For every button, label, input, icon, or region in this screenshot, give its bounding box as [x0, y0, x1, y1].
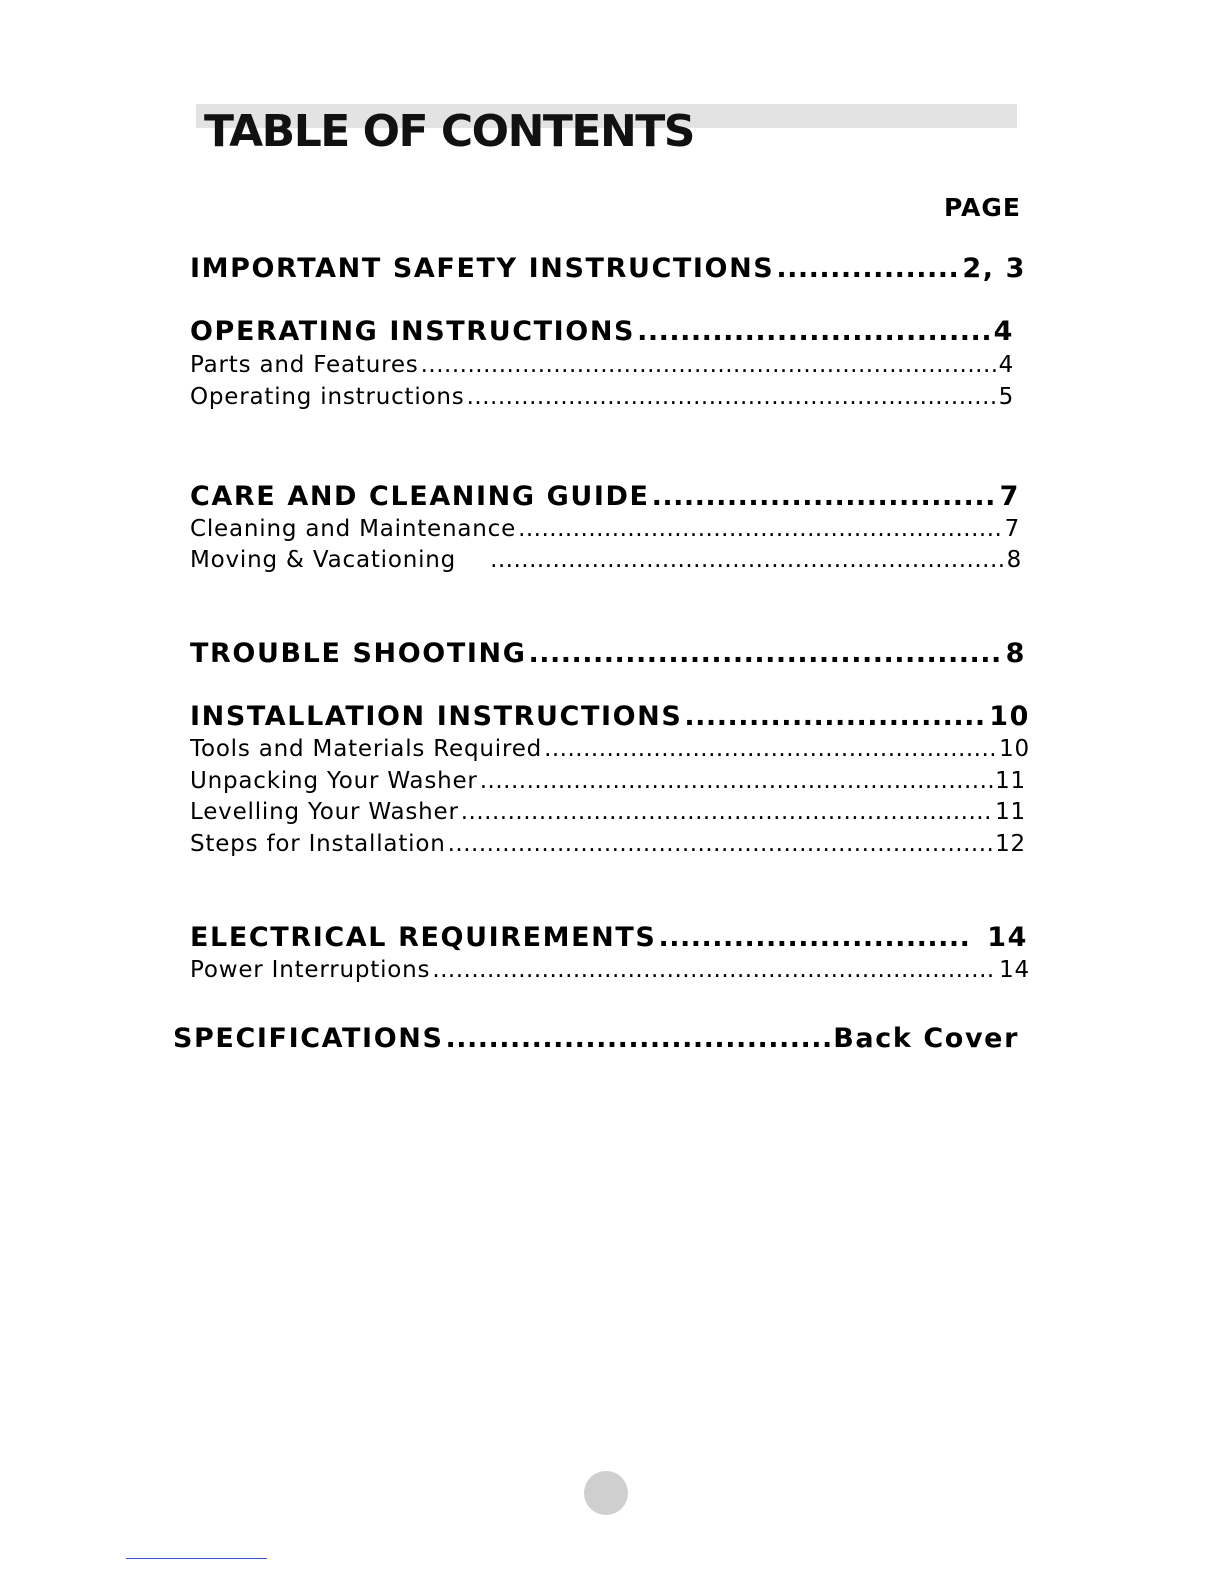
toc-entry-page: 8 [1005, 638, 1026, 669]
toc-entry-steps-installation[interactable] [190, 829, 1026, 859]
toc-entry-page: 11 [995, 768, 1026, 794]
toc-entry-moving-vacationing[interactable] [190, 545, 1022, 575]
toc-dot-leader [544, 734, 997, 764]
toc-entry-label: IMPORTANT SAFETY INSTRUCTIONS [190, 253, 775, 284]
toc-entry-label: Moving & Vacationing [190, 547, 457, 573]
toc-dot-leader [528, 637, 1003, 671]
toc-entry-page: 4 [998, 352, 1014, 378]
toc-entry-page: 7 [999, 481, 1020, 512]
toc-entry-specifications[interactable] [173, 1022, 1019, 1056]
toc-dot-leader [658, 921, 971, 955]
toc-entry-trouble-shooting[interactable] [190, 637, 1026, 671]
toc-entry-label: Parts and Features [190, 352, 419, 378]
toc-entry-cleaning-maintenance[interactable] [190, 514, 1020, 544]
toc-entry-label: Tools and Materials Required [190, 736, 543, 762]
toc-entry-label: Power Interruptions [190, 957, 431, 983]
toc-entry-label: TROUBLE SHOOTING [190, 638, 527, 669]
toc-entry-page: 14 [999, 957, 1030, 983]
toc-entry-unpacking[interactable] [190, 766, 1026, 796]
toc-entry-tools-materials[interactable] [190, 734, 1030, 764]
toc-dot-leader [421, 350, 997, 380]
toc-entry-label: SPECIFICATIONS [173, 1023, 444, 1054]
toc-entry-electrical[interactable] [190, 921, 1028, 955]
toc-dot-leader [652, 480, 998, 514]
toc-entry-parts-features[interactable] [190, 350, 1014, 380]
toc-entry-installation[interactable] [190, 700, 1030, 734]
toc-entry-safety[interactable] [190, 252, 1026, 286]
toc-entry-label: ELECTRICAL REQUIREMENTS [190, 922, 657, 953]
toc-entry-operating-instructions[interactable] [190, 382, 1014, 412]
toc-entry-page: Back Cover [833, 1023, 1019, 1054]
toc-entry-page: 11 [995, 799, 1026, 825]
toc-entry-page: 14 [987, 922, 1028, 953]
page-column-header: PAGE [944, 193, 1021, 222]
toc-entry-page: 8 [1006, 547, 1022, 573]
toc-dot-leader [467, 382, 997, 412]
bottom-rule [126, 1558, 267, 1559]
toc-entry-label: Unpacking Your Washer [190, 768, 478, 794]
toc-dot-leader [490, 545, 1005, 575]
toc-entry-label: INSTALLATION INSTRUCTIONS [190, 701, 683, 732]
toc-entry-label: Operating instructions [190, 384, 465, 410]
toc-entry-power-interruptions[interactable] [190, 955, 1030, 985]
toc-entry-operating[interactable] [190, 315, 1014, 349]
toc-entry-page: 5 [998, 384, 1014, 410]
toc-entry-label: Cleaning and Maintenance [190, 516, 517, 542]
toc-entry-page: 2, 3 [962, 253, 1026, 284]
page-number-circle [584, 1471, 628, 1515]
toc-dot-leader [432, 955, 997, 985]
toc-entry-page: 12 [995, 831, 1026, 857]
toc-dot-leader [480, 766, 993, 796]
toc-entry-page: 4 [993, 316, 1014, 347]
page-title: TABLE OF CONTENTS [204, 106, 694, 157]
toc-entry-label: CARE AND CLEANING GUIDE [190, 481, 650, 512]
toc-entry-label: Levelling Your Washer [190, 799, 459, 825]
toc-entry-levelling[interactable] [190, 797, 1026, 827]
toc-dot-leader [684, 700, 987, 734]
toc-dot-leader [637, 315, 992, 349]
toc-entry-page: 7 [1004, 516, 1020, 542]
toc-dot-leader [446, 1022, 832, 1056]
toc-entry-page: 10 [989, 701, 1030, 732]
toc-dot-leader [776, 252, 960, 286]
toc-entry-care[interactable] [190, 480, 1020, 514]
toc-entry-label: Steps for Installation [190, 831, 446, 857]
toc-dot-leader [461, 797, 993, 827]
toc-dot-leader [518, 514, 1003, 544]
toc-entry-page: 10 [999, 736, 1030, 762]
toc-entry-label: OPERATING INSTRUCTIONS [190, 316, 636, 347]
toc-dot-leader [448, 829, 994, 859]
